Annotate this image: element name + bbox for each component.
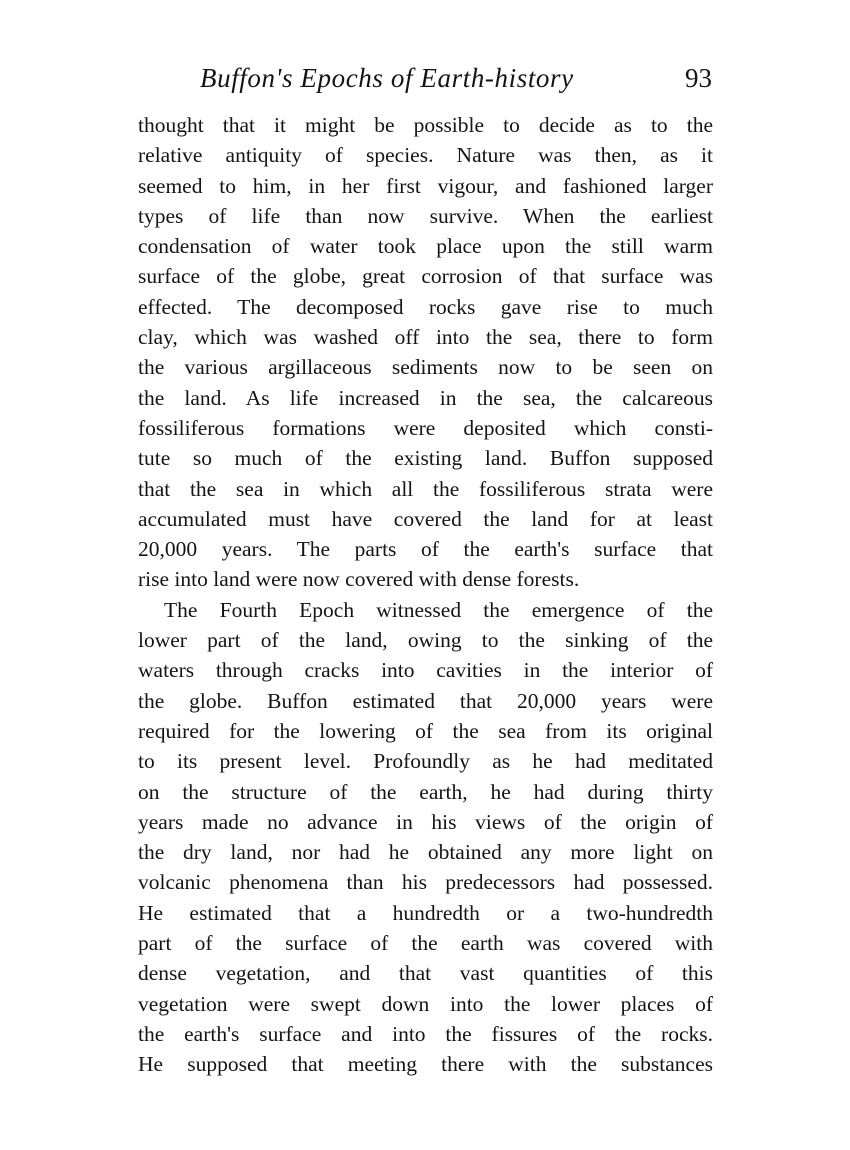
text-line: types of life than now survive. When the earliest <box>138 203 713 228</box>
text-line: the earth's surface and into the fissures of the rocks. <box>138 1021 713 1046</box>
text-line: dense vegetation, and that vast quantities of this <box>138 961 713 986</box>
text-line: waters through cracks into cavities in the interior of <box>138 658 713 683</box>
text-line: the various argillaceous sediments now to be seen on <box>138 355 713 380</box>
text-line: seemed to him, in her first vigour, and fashioned larger <box>138 173 713 198</box>
text-line: rise into land were now covered with dense forests. <box>138 567 580 592</box>
text-line: to its present level. Profoundly as he had meditated <box>138 749 713 774</box>
text-line: the land. As life increased in the sea, the calcareous <box>138 385 713 410</box>
page-number: 93 <box>685 63 712 93</box>
text-line: the dry land, nor had he obtained any more light on <box>138 840 713 865</box>
text-line: surface of the globe, great corrosion of that surface was <box>138 264 713 289</box>
text-line: clay, which was washed off into the sea, there to form <box>138 325 713 350</box>
text-line: He supposed that meeting there with the substances <box>138 1052 713 1077</box>
text-line: effected. The decomposed rocks gave rise to much <box>138 294 713 319</box>
text-line: thought that it might be possible to decide as to the <box>138 113 713 137</box>
text-line: 20,000 years. The parts of the earth's surface that <box>138 537 713 562</box>
text-line: The Fourth Epoch witnessed the emergence of the <box>164 597 713 622</box>
text-line: relative antiquity of species. Nature was then, as it <box>138 143 713 168</box>
text-line: the globe. Buffon estimated that 20,000 years were <box>138 688 713 713</box>
text-line: volcanic phenomena than his predecessors had possessed. <box>138 870 713 895</box>
text-line: on the structure of the earth, he had during thirty <box>138 779 713 804</box>
text-line: that the sea in which all the fossiliferous strata were <box>138 476 713 501</box>
text-line: condensation of water took place upon the still warm <box>138 234 713 259</box>
running-title: Buffon's Epochs of Earth-history <box>200 63 574 93</box>
body-text <box>138 110 713 1080</box>
running-head <box>200 60 720 100</box>
text-line: vegetation were swept down into the lower places of <box>138 991 713 1016</box>
text-line: fossiliferous formations were deposited which consti- <box>138 415 713 440</box>
text-line: required for the lowering of the sea from its original <box>138 718 713 743</box>
text-line: part of the surface of the earth was covered with <box>138 931 713 956</box>
text-line: tute so much of the existing land. Buffon supposed <box>138 446 713 471</box>
text-line: accumulated must have covered the land for at least <box>138 506 713 531</box>
text-line: He estimated that a hundredth or a two-hundredth <box>138 900 713 925</box>
text-line: lower part of the land, owing to the sinking of the <box>138 628 713 653</box>
text-line: years made no advance in his views of the origin of <box>138 809 713 834</box>
